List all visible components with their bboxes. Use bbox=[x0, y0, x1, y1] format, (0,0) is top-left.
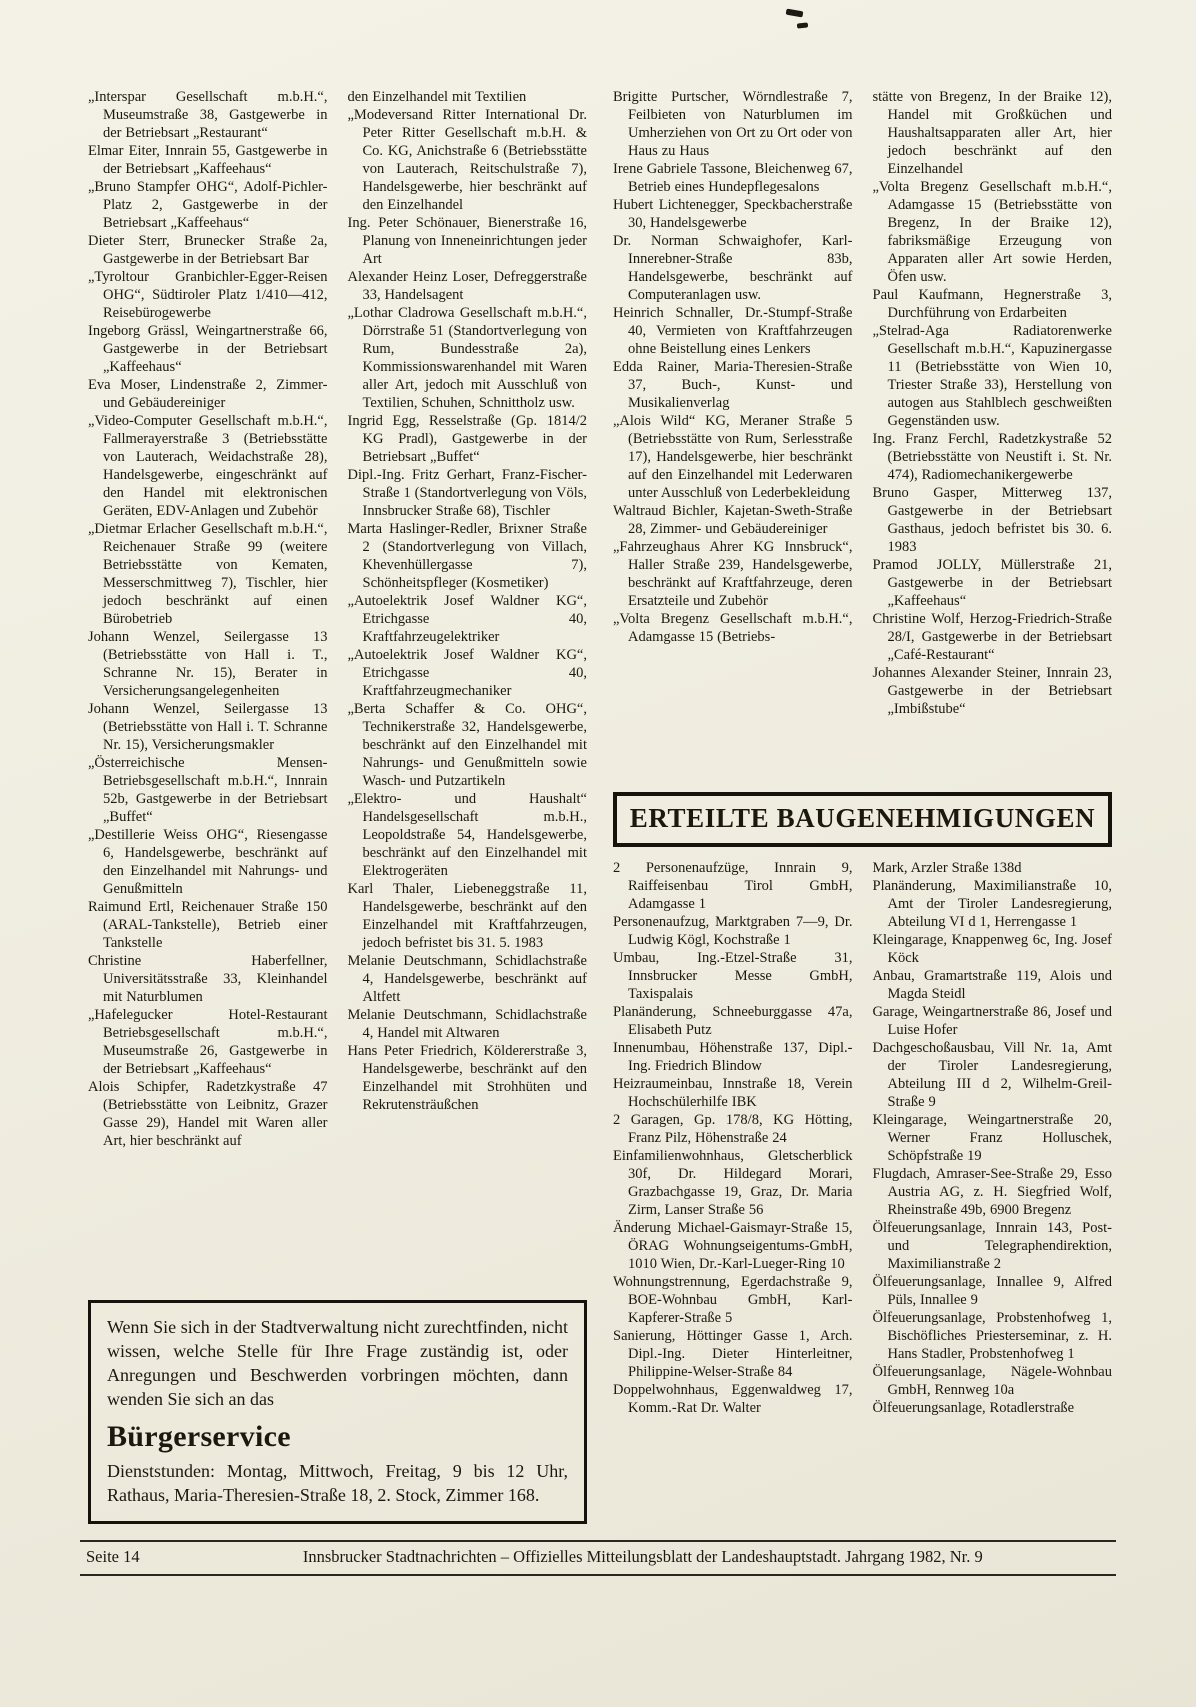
entry: Kleingarage, Knappenweg 6c, Ing. Josef Köck bbox=[872, 932, 1112, 966]
entry: 2 Garagen, Gp. 178/8, KG Hötting, Franz Pilz, Höhenstraße 24 bbox=[613, 1112, 853, 1146]
entry: Alois Schipfer, Radetzkystraße 47 (Betriebsstätte von Leibnitz, Grazer Gasse 29), Handel mit Waren aller Art, hier beschränkt auf bbox=[88, 1079, 328, 1149]
entry: „Bruno Stampfer OHG“, Adolf-Pichler-Platz 2, Gastgewerbe in der Betriebsart „Kaffeehaus“ bbox=[88, 179, 328, 231]
entry: Doppelwohnhaus, Eggenwaldweg 17, Komm.-Rat Dr. Walter bbox=[613, 1382, 853, 1416]
buergerservice-box bbox=[88, 1300, 587, 1524]
entry: Flugdach, Amraser-See-Straße 29, Esso Austria AG, z. H. Siegfried Wolf, Rheinstraße 49b, 6900 Bregenz bbox=[872, 1166, 1112, 1218]
entry: Dr. Norman Schwaighofer, Karl-Innerebner-Straße 83b, Handelsgewerbe, beschränkt auf Computeranlagen usw. bbox=[613, 233, 853, 303]
entry: Personenaufzug, Marktgraben 7—9, Dr. Ludwig Kögl, Kochstraße 1 bbox=[613, 914, 853, 948]
entry: Ingrid Egg, Resselstraße (Gp. 1814/2 KG Pradl), Gastgewerbe in der Betriebsart „Buffet“ bbox=[347, 413, 587, 465]
registrations-column-2 bbox=[348, 88, 588, 1284]
entry: Ing. Peter Schönauer, Bienerstraße 16, Planung von Inneneinrichtungen jeder Art bbox=[347, 215, 587, 267]
entry: Melanie Deutschmann, Schidlachstraße 4, Handelsgewerbe, beschränkt auf Altfett bbox=[347, 953, 587, 1005]
entry: Änderung Michael-Gaismayr-Straße 15, ÖRAG Wohnungseigentums-GmbH, 1010 Wien, Dr.-Karl-Lueger-Ring 10 bbox=[613, 1220, 853, 1272]
entry: stätte von Bregenz, In der Braike 12), Handel mit Großküchen und Haushaltsapparaten aller Art, hier jedoch beschränkt auf den Einzelhandel bbox=[872, 89, 1112, 177]
registrations-column-1 bbox=[88, 88, 328, 1284]
permits-column-right bbox=[873, 859, 1113, 1535]
scan-artifact bbox=[786, 9, 804, 18]
entry: „Modeversand Ritter International Dr. Peter Ritter Gesellschaft m.b.H. & Co. KG, Anichstraße 6 (Betriebsstätte von Lauterach, Reitschulstraße 7), Handelsgewerbe, hier beschränkt auf den Einzelhandel bbox=[347, 107, 587, 213]
entry: Eva Moser, Lindenstraße 2, Zimmer- und Gebäudereiniger bbox=[88, 377, 328, 411]
entry: Waltraud Bichler, Kajetan-Sweth-Straße 28, Zimmer- und Gebäudereiniger bbox=[613, 503, 853, 537]
entry: Dipl.-Ing. Fritz Gerhart, Franz-Fischer-Straße 1 (Standortverlegung von Völs, Innsbrucker Straße 68), Tischler bbox=[347, 467, 587, 519]
building-permits-columns bbox=[613, 859, 1112, 1535]
entry: Umbau, Ing.-Etzel-Straße 31, Innsbrucker Messe GmbH, Taxispalais bbox=[613, 950, 853, 1002]
entry: „Autoelektrik Josef Waldner KG“, Etrichgasse 40, Kraftfahrzeugmechaniker bbox=[347, 647, 587, 699]
page-footer bbox=[80, 1540, 1116, 1576]
entry: Johann Wenzel, Seilergasse 13 (Betriebsstätte von Hall i. T. Schranne Nr. 15), Versicherungsmakler bbox=[88, 701, 328, 753]
entry: Johannes Alexander Steiner, Innrain 23, Gastgewerbe in der Betriebsart „Imbißstube“ bbox=[872, 665, 1112, 717]
entry: Ölfeuerungsanlage, Rotadlerstraße bbox=[872, 1400, 1075, 1416]
entry: Ölfeuerungsanlage, Nägele-Wohnbau GmbH, Rennweg 10a bbox=[872, 1364, 1112, 1398]
entry: Kleingarage, Weingartnerstraße 20, Werner Franz Holluschek, Schöpfstraße 19 bbox=[872, 1112, 1112, 1164]
entry: „Dietmar Erlacher Gesellschaft m.b.H.“, Reichenauer Straße 99 (weitere Betriebsstätte von Kematen, Messerschmittweg 7), Tischler, hier jedoch beschränkt auf einen Bürobetrieb bbox=[88, 521, 328, 627]
entry: den Einzelhandel mit Textilien bbox=[347, 89, 527, 105]
entry: Planänderung, Maximilianstraße 10, Amt der Tiroler Landesregierung, Abteilung VI d 1, Herrengasse 1 bbox=[872, 878, 1112, 930]
entry: Paul Kaufmann, Hegnerstraße 3, Durchführung von Erdarbeiten bbox=[872, 287, 1112, 321]
left-columns bbox=[88, 88, 587, 1284]
right-top-columns bbox=[613, 88, 1112, 778]
entry: Bruno Gasper, Mitterweg 137, Gastgewerbe in der Betriebsart Gasthaus, jedoch befristet bis 30. 6. 1983 bbox=[872, 485, 1112, 555]
entry: Einfamilienwohnhaus, Gletscherblick 30f, Dr. Hildegard Morari, Grazbachgasse 19, Graz, Dr. Maria Zirm, Lanser Straße 56 bbox=[613, 1148, 853, 1218]
entry: Dieter Sterr, Brunecker Straße 2a, Gastgewerbe in der Betriebsart Bar bbox=[88, 233, 328, 267]
page-number: Seite 14 bbox=[86, 1547, 140, 1566]
entry: Elmar Eiter, Innrain 55, Gastgewerbe in der Betriebsart „Kaffeehaus“ bbox=[88, 143, 328, 177]
entry: Heizraumeinbau, Innstraße 18, Verein Hochschülerhilfe IBK bbox=[613, 1076, 853, 1110]
entry: Melanie Deutschmann, Schidlachstraße 4, Handel mit Altwaren bbox=[347, 1007, 587, 1041]
entry: Ölfeuerungsanlage, Innrain 143, Post- und Telegraphendirektion, Maximilianstraße 2 bbox=[872, 1220, 1112, 1272]
entry: Marta Haslinger-Redler, Brixner Straße 2 (Standortverlegung von Villach, Khevenhüllergasse 7), Schönheitspfleger (Kosmetiker) bbox=[347, 521, 587, 591]
publication-line: Innsbrucker Stadtnachrichten – Offizielles Mitteilungsblatt der Landeshauptstadt. Jahrgang 1982, Nr. 9 bbox=[302, 1547, 983, 1566]
entry: „Volta Bregenz Gesellschaft m.b.H.“, Adamgasse 15 (Betriebs- bbox=[613, 611, 853, 645]
buergerservice-details: Dienststunden: Montag, Mittwoch, Freitag, 9 bis 12 Uhr, Rathaus, Maria-Theresien-Straße 18, 2. Stock, Zimmer 168. bbox=[107, 1461, 568, 1505]
right-section bbox=[613, 88, 1112, 1535]
entry: Heinrich Schnaller, Dr.-Stumpf-Straße 40, Vermieten von Kraftfahrzeugen ohne Beistellung eines Lenkers bbox=[613, 305, 853, 357]
entry: 2 Personenaufzüge, Innrain 9, Raiffeisenbau Tirol GmbH, Adamgasse 1 bbox=[613, 860, 853, 912]
entry: „Alois Wild“ KG, Meraner Straße 5 (Betriebsstätte von Rum, Serlesstraße 17), Handelsgewerbe, hier beschränkt auf den Einzelhandel mit Lederwaren unter Ausschluß von Lederbekleidung bbox=[613, 413, 853, 501]
entry: Raimund Ertl, Reichenauer Straße 150 (ARAL-Tankstelle), Betrieb einer Tankstelle bbox=[88, 899, 328, 951]
registrations-column-3 bbox=[613, 88, 853, 778]
entry: Edda Rainer, Maria-Theresien-Straße 37, Buch-, Kunst- und Musikalienverlag bbox=[613, 359, 853, 411]
entry: Wohnungstrennung, Egerdachstraße 9, BOE-Wohnbau GmbH, Karl-Kapferer-Straße 5 bbox=[613, 1274, 853, 1326]
building-permits-headline: ERTEILTE BAUGENEHMIGUNGEN bbox=[629, 803, 1096, 833]
entry: „Hafelegucker Hotel-Restaurant Betriebsgesellschaft m.b.H.“, Museumstraße 26, Gastgewerbe in der Betriebsart „Kaffeehaus“ bbox=[88, 1007, 328, 1077]
entry: „Volta Bregenz Gesellschaft m.b.H.“, Adamgasse 15 (Betriebsstätte von Bregenz, In der Braike 12), fabriksmäßige Erzeugung von Apparaten aller Art sowie Herden, Öfen usw. bbox=[872, 179, 1112, 285]
entry: Mark, Arzler Straße 138d bbox=[872, 860, 1022, 876]
entry: Karl Thaler, Liebeneggstraße 11, Handelsgewerbe, beschränkt auf den Einzelhandel mit Kraftfahrzeugen, jedoch befristet bis 31. 5. 1983 bbox=[347, 881, 587, 951]
entry: „Berta Schaffer & Co. OHG“, Technikerstraße 32, Handelsgewerbe, beschränkt auf den Einzelhandel mit Nahrungs- und Genußmitteln sowie Wasch- und Putzartikeln bbox=[347, 701, 587, 789]
entry: „Tyroltour Granbichler-Egger-Reisen OHG“, Südtiroler Platz 1/410—412, Reisebürogewerbe bbox=[88, 269, 328, 321]
entry: „Autoelektrik Josef Waldner KG“, Etrichgasse 40, Kraftfahrzeugelektriker bbox=[347, 593, 587, 645]
entry: Ing. Franz Ferchl, Radetzkystraße 52 (Betriebsstätte von Neustift i. St. Nr. 474), Radiomechanikergewerbe bbox=[872, 431, 1112, 483]
building-permits-headline-box bbox=[613, 792, 1112, 847]
left-section bbox=[88, 88, 587, 1535]
entry: Hubert Lichtenegger, Speckbacherstraße 30, Handelsgewerbe bbox=[613, 197, 853, 231]
entry: Ingeborg Grässl, Weingartnerstraße 66, Gastgewerbe in der Betriebsart „Kaffeehaus“ bbox=[88, 323, 328, 375]
entry: „Destillerie Weiss OHG“, Riesengasse 6, Handelsgewerbe, beschränkt auf den Einzelhandel mit Nahrungs- und Genußmitteln bbox=[88, 827, 328, 897]
entry: Johann Wenzel, Seilergasse 13 (Betriebsstätte von Hall i. T., Schranne Nr. 15), Berater in Versicherungsangelegenheiten bbox=[88, 629, 328, 699]
entry: „Stelrad-Aga Radiatorenwerke Gesellschaft m.b.H.“, Kapuzinergasse 11 (Betriebsstätte von Wien 10, Triester Straße 33), Herstellung von autogen aus Stahlblech geschweißten Gegenständen usw. bbox=[872, 323, 1112, 429]
entry: „Video-Computer Gesellschaft m.b.H.“, Fallmerayerstraße 3 (Betriebsstätte von Lauterach, Weidachstraße 28), Handelsgewerbe, eingeschränkt auf den Handel mit elektronischen Geräten, EDV-Anlagen und Zubehör bbox=[88, 413, 328, 519]
entry: Sanierung, Höttinger Gasse 1, Arch. Dipl.-Ing. Dieter Hinterleitner, Philippine-Welser-Straße 84 bbox=[613, 1328, 853, 1380]
entry: Alexander Heinz Loser, Defreggerstraße 33, Handelsagent bbox=[347, 269, 587, 303]
entry: Ölfeuerungsanlage, Probstenhofweg 1, Bischöfliches Priesterseminar, z. H. Hans Stadler, Probstenhofweg 1 bbox=[872, 1310, 1112, 1362]
registrations-column-4 bbox=[873, 88, 1113, 778]
entry: „Österreichische Mensen-Betriebsgesellschaft m.b.H.“, Innrain 52b, Gastgewerbe in der Betriebsart „Buffet“ bbox=[88, 755, 328, 825]
entry: „Interspar Gesellschaft m.b.H.“, Museumstraße 38, Gastgewerbe in der Betriebsart „Restaurant“ bbox=[88, 89, 328, 141]
entry: Hans Peter Friedrich, Köldererstraße 3, Handelsgewerbe, beschränkt auf den Einzelhandel mit Strohhüten und Rekrutensträußchen bbox=[347, 1043, 587, 1113]
buergerservice-title: Bürgerservice bbox=[107, 1420, 291, 1453]
permits-column-left bbox=[613, 859, 853, 1535]
entry: „Elektro- und Haushalt“ Handelsgesellschaft m.b.H., Leopoldstraße 54, Handelsgewerbe, beschränkt auf den Einzelhandel mit Elektrogeräten bbox=[347, 791, 587, 879]
entry: Christine Wolf, Herzog-Friedrich-Straße 28/I, Gastgewerbe in der Betriebsart „Café-Restaurant“ bbox=[872, 611, 1112, 663]
entry: Anbau, Gramartstraße 119, Alois und Magda Steidl bbox=[872, 968, 1112, 1002]
entry: Dachgeschoßausbau, Vill Nr. 1a, Amt der Tiroler Landesregierung, Abteilung III d 2, Wilhelm-Greil-Straße 9 bbox=[872, 1040, 1112, 1110]
page-content bbox=[88, 88, 1112, 1535]
entry: „Fahrzeughaus Ahrer KG Innsbruck“, Haller Straße 239, Handelsgewerbe, beschränkt auf Kraftfahrzeuge, deren Ersatzteile und Zubehör bbox=[613, 539, 853, 609]
buergerservice-intro: Wenn Sie sich in der Stadtverwaltung nicht zurechtfinden, nicht wissen, welche Stelle für Ihre Frage zuständig ist, oder Anregungen und Beschwerden vorbringen möchten, dann wenden Sie sich an das bbox=[107, 1317, 568, 1409]
scan-artifact bbox=[797, 22, 808, 28]
entry: Innenumbau, Höhenstraße 137, Dipl.-Ing. Friedrich Blindow bbox=[613, 1040, 853, 1074]
entry: Brigitte Purtscher, Wörndlestraße 7, Feilbieten von Naturblumen im Umherziehen von Ort zu Ort oder von Haus zu Haus bbox=[613, 89, 853, 159]
entry: Christine Haberfellner, Universitätsstraße 33, Kleinhandel mit Naturblumen bbox=[88, 953, 328, 1005]
entry: Garage, Weingartnerstraße 86, Josef und Luise Hofer bbox=[872, 1004, 1112, 1038]
entry: Ölfeuerungsanlage, Innallee 9, Alfred Püls, Innallee 9 bbox=[872, 1274, 1112, 1308]
entry: Irene Gabriele Tassone, Bleichenweg 67, Betrieb eines Hundepflegesalons bbox=[613, 161, 853, 195]
entry: Pramod JOLLY, Müllerstraße 21, Gastgewerbe in der Betriebsart „Kaffeehaus“ bbox=[872, 557, 1112, 609]
entry: Planänderung, Schneeburggasse 47a, Elisabeth Putz bbox=[613, 1004, 853, 1038]
entry: „Lothar Cladrowa Gesellschaft m.b.H.“, Dörrstraße 51 (Standortverlegung von Rum, Bundesstraße 2a), Kommissionswarenhandel mit Waren aller Art, jedoch mit Ausschluß von Textilien, Schuhen, Schnittholz usw. bbox=[347, 305, 587, 411]
